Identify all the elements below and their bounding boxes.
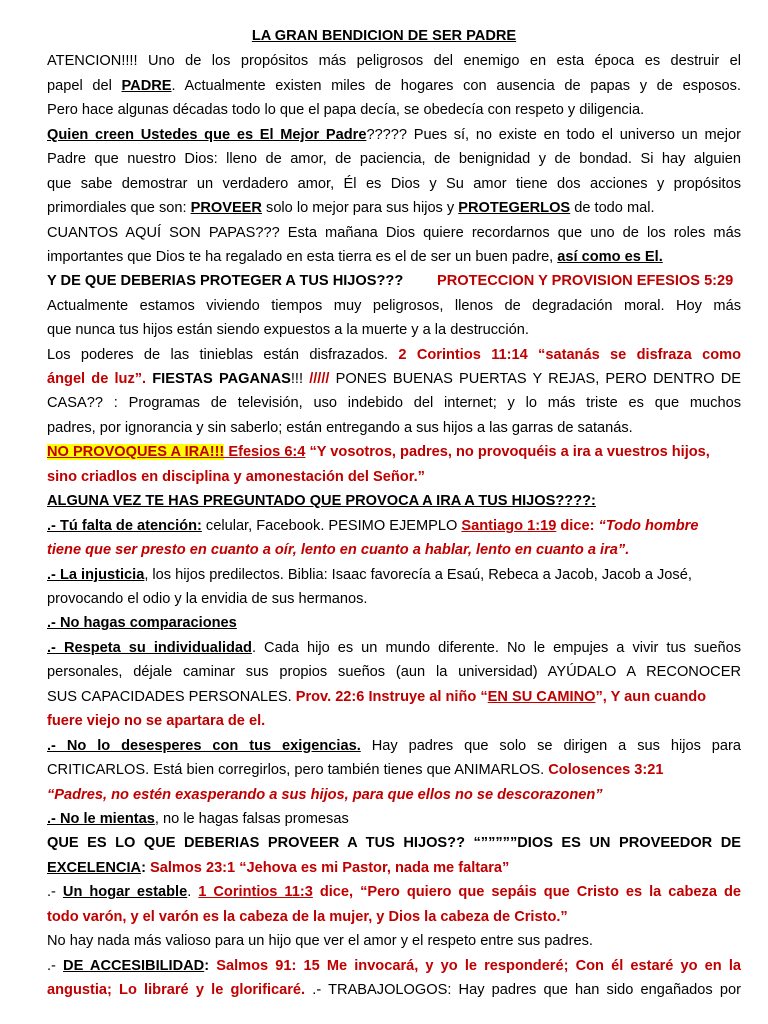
text-line-22 bbox=[47, 563, 741, 587]
scripture-quote: “Padres, no estén exasperando a sus hijos, para que ellos no se descorazonen” bbox=[47, 787, 603, 803]
text-span: , no le hagas falsas promesas bbox=[154, 811, 349, 827]
scripture-reference: Colosences 3:21 bbox=[548, 762, 664, 778]
emphasis-span: FIESTAS PAGANAS bbox=[152, 371, 291, 387]
scripture-quote: fuere viejo no se apartara de el. bbox=[47, 713, 266, 729]
text-line-39 bbox=[47, 978, 741, 1002]
text-line-13 bbox=[47, 343, 741, 367]
text-line-1 bbox=[47, 49, 741, 73]
text-span: CRITICARLOS. Está bien corregirlos, pero también tienes que ANIMARLOS. bbox=[47, 762, 549, 778]
text-span: que nunca tus hijos están siendo expuestos a la muerte y a la destrucción. bbox=[47, 322, 529, 338]
text-line-5 bbox=[47, 147, 741, 171]
text-line-14 bbox=[47, 367, 741, 391]
emphasis-span: así como es El. bbox=[557, 249, 663, 265]
text-span: . bbox=[187, 884, 199, 900]
heading-text: ALGUNA VEZ TE HAS PREGUNTADO QUE PROVOCA A IRA A TUS HIJOS????: bbox=[47, 493, 596, 509]
highlighted-warning: NO PROVOQUES A IRA!!! bbox=[47, 444, 225, 460]
text-line-11 bbox=[47, 294, 741, 318]
text-line-9 bbox=[47, 245, 741, 269]
scripture-quote: Salmos 23:1 “Jehova es mi Pastor, nada me faltara” bbox=[149, 860, 510, 876]
text-span: importantes que Dios te ha regalado en esta tierra es el de ser un buen padre, bbox=[47, 249, 558, 265]
text-span: que sabe demostrar un verdadero amor, Él es Dios y Su amor tiene dos acciones y propósitos bbox=[47, 176, 741, 192]
text-span: .- bbox=[47, 884, 63, 900]
text-span: . Actualmente existen miles de hogares con ausencia de papas y de esposos. bbox=[171, 78, 741, 94]
section-reference: PROTECCION Y PROVISION EFESIOS 5:29 bbox=[437, 273, 734, 289]
scripture-quote: “Y vosotros, padres, no provoquéis a ira a vuestros hijos, bbox=[305, 444, 710, 460]
text-span: SUS CAPACIDADES PERSONALES. bbox=[47, 689, 296, 705]
text-line-4 bbox=[47, 123, 741, 147]
text-span: . Cada hijo es un mundo diferente. No le empujes a vivir tus sueños bbox=[251, 640, 741, 656]
section-heading-provoke bbox=[47, 489, 741, 513]
text-line-23 bbox=[47, 587, 741, 611]
scripture-quote: Prov. 22:6 Instruye al niño “ bbox=[295, 689, 488, 705]
list-item-title: DE ACCESIBILIDAD bbox=[63, 958, 205, 974]
scripture-quote: dice, “Pero quiero que sepáis que Cristo es la cabeza de bbox=[312, 884, 741, 900]
proveer-emphasis: PROVEER bbox=[190, 200, 262, 216]
text-span: .- bbox=[47, 958, 64, 974]
text-span: !!! bbox=[290, 371, 310, 387]
heading-text: QUE ES LO QUE DEBERIAS PROVEER A TUS HIJOS?? “”””””DIOS ES UN PROVEEDOR DE bbox=[47, 835, 741, 851]
scripture-quote: 2 Corintios 11:14 “satanás se disfraza como bbox=[398, 347, 741, 363]
text-span: Padre que nuestro Dios: lleno de amor, de paciencia, de benignidad y de bondad. Si hay alguien bbox=[47, 151, 741, 167]
separator-marks: ///// bbox=[309, 371, 330, 387]
scripture-reference: 1 Corintios 11:3 bbox=[198, 884, 313, 900]
padre-emphasis: PADRE bbox=[121, 78, 172, 94]
text-span: No hay nada más valioso para un hijo que ver el amor y el respeto entre sus padres. bbox=[47, 933, 593, 949]
text-line-31 bbox=[47, 783, 741, 807]
emphasis-span: EN SU CAMINO bbox=[487, 689, 596, 705]
text-span: papel del bbox=[47, 78, 122, 94]
text-line-17 bbox=[47, 440, 741, 464]
text-line-27 bbox=[47, 685, 741, 709]
text-span: ATENCION!!!! Uno de los propósitos más peligrosos del enemigo en esta época es destruir el bbox=[47, 53, 741, 69]
text-line-32 bbox=[47, 807, 741, 831]
scripture-quote: Salmos 91: 15 Me invocará, y yo le responderé; Con él estaré yo en la bbox=[216, 958, 741, 974]
text-span: PONES BUENAS PUERTAS Y REJAS, PERO DENTRO DE bbox=[329, 371, 741, 387]
document-title: LA GRAN BENDICION DE SER PADRE bbox=[251, 28, 517, 44]
heading-text: Y DE QUE DEBERIAS PROTEGER A TUS HIJOS??? bbox=[47, 273, 404, 289]
scripture-quote: todo varón, y el varón es la cabeza de la mujer, y Dios la cabeza de Cristo.” bbox=[47, 909, 568, 925]
text-span: Hay padres que solo se dirigen a sus hijos para bbox=[360, 738, 742, 754]
text-line-7 bbox=[47, 196, 741, 220]
text-line-18 bbox=[47, 465, 741, 489]
emphasis-span: EXCELENCIA bbox=[47, 860, 142, 876]
text-span: personales, déjale caminar sus propios sueños (aun la universidad) AYÚDALO A RECONOCER bbox=[47, 664, 741, 680]
section-heading-provide bbox=[47, 831, 741, 855]
text-span: de todo mal. bbox=[570, 200, 655, 216]
text-span: Los poderes de las tinieblas están disfrazados. bbox=[47, 347, 399, 363]
text-span: : bbox=[204, 958, 217, 974]
text-line-25 bbox=[47, 636, 741, 660]
scripture-reference: Santiago 1:19 bbox=[461, 518, 557, 534]
text-line-21 bbox=[47, 538, 741, 562]
text-line-29 bbox=[47, 734, 741, 758]
text-span: .- TRABAJOLOGOS: Hay padres que han sido engañados por bbox=[305, 982, 741, 998]
list-item-title: .- No lo desesperes con tus exigencias. bbox=[47, 738, 361, 754]
scripture-quote: ángel de luz”. bbox=[47, 371, 153, 387]
text-line-34 bbox=[47, 856, 741, 880]
text-line-6 bbox=[47, 172, 741, 196]
text-span: Actualmente estamos viviendo tiempos muy peligrosos, llenos de degradación moral. Hoy más bbox=[47, 298, 741, 314]
section-heading-protect bbox=[47, 269, 741, 293]
text-line-30 bbox=[47, 758, 741, 782]
text-line-20 bbox=[47, 514, 741, 538]
text-line-37 bbox=[47, 929, 741, 953]
text-span: dice: bbox=[556, 518, 599, 534]
text-line-8 bbox=[47, 221, 741, 245]
text-line-38 bbox=[47, 954, 741, 978]
text-span: , los hijos predilectos. Biblia: Isaac favorecía a Esaú, Rebeca a Jacob, Jacob a José, bbox=[144, 567, 692, 583]
text-span: Pero hace algunas décadas todo lo que el papa decía, se obedecía con respeto y diligencia. bbox=[47, 102, 645, 118]
text-line-3 bbox=[47, 98, 741, 122]
list-item-title: Un hogar estable bbox=[62, 884, 188, 900]
text-line-15 bbox=[47, 391, 741, 415]
text-span: ????? Pues sí, no existe en todo el universo un mejor bbox=[366, 127, 741, 143]
scripture-quote: ”, Y aun cuando bbox=[595, 689, 707, 705]
scripture-quote: tiene que ser presto en cuanto a oír, lento en cuanto a hablar, lento en cuanto a ira”. bbox=[47, 542, 630, 558]
text-span: padres, por ignorancia y sin saberlo; están entregando a sus hijos a las garras de satanás. bbox=[47, 420, 633, 436]
text-line-35 bbox=[47, 880, 741, 904]
list-item-title: .- No le mientas bbox=[47, 811, 155, 827]
list-item-title: .- Tú falta de atención: bbox=[47, 518, 202, 534]
text-span: provocando el odio y la envidia de sus hermanos. bbox=[47, 591, 368, 607]
text-span: celular, Facebook. PESIMO EJEMPLO bbox=[201, 518, 462, 534]
text-line-28 bbox=[47, 709, 741, 733]
text-span: solo lo mejor para sus hijos y bbox=[261, 200, 459, 216]
protegerlos-emphasis: PROTEGERLOS bbox=[458, 200, 571, 216]
text-line-16 bbox=[47, 416, 741, 440]
text-span: CASA?? : Programas de televisión, uso indebido del internet; y lo más triste es que muchos bbox=[47, 395, 741, 411]
scripture-reference: Efesios 6:4 bbox=[224, 444, 306, 460]
text-line-24 bbox=[47, 611, 741, 635]
text-line-12 bbox=[47, 318, 741, 342]
scripture-quote: sino criadlos en disciplina y amonestación del Señor.” bbox=[47, 469, 425, 485]
text-line-36 bbox=[47, 905, 741, 929]
scripture-quote: “Todo hombre bbox=[598, 518, 699, 534]
text-span: : bbox=[141, 860, 150, 876]
list-item-title: .- La injusticia bbox=[47, 567, 145, 583]
scripture-quote: angustia; Lo libraré y le glorificaré. bbox=[47, 982, 306, 998]
list-item-title: .- Respeta su individualidad bbox=[47, 640, 252, 656]
question-heading: Quien creen Ustedes que es El Mejor Padre bbox=[47, 127, 367, 143]
text-span: CUANTOS AQUÍ SON PAPAS??? Esta mañana Dios quiere recordarnos que uno de los roles más bbox=[47, 225, 741, 241]
text-line-2 bbox=[47, 74, 741, 98]
text-span: primordiales que son: bbox=[47, 200, 191, 216]
list-item-title: .- No hagas comparaciones bbox=[47, 615, 237, 631]
text-line-26 bbox=[47, 660, 741, 684]
